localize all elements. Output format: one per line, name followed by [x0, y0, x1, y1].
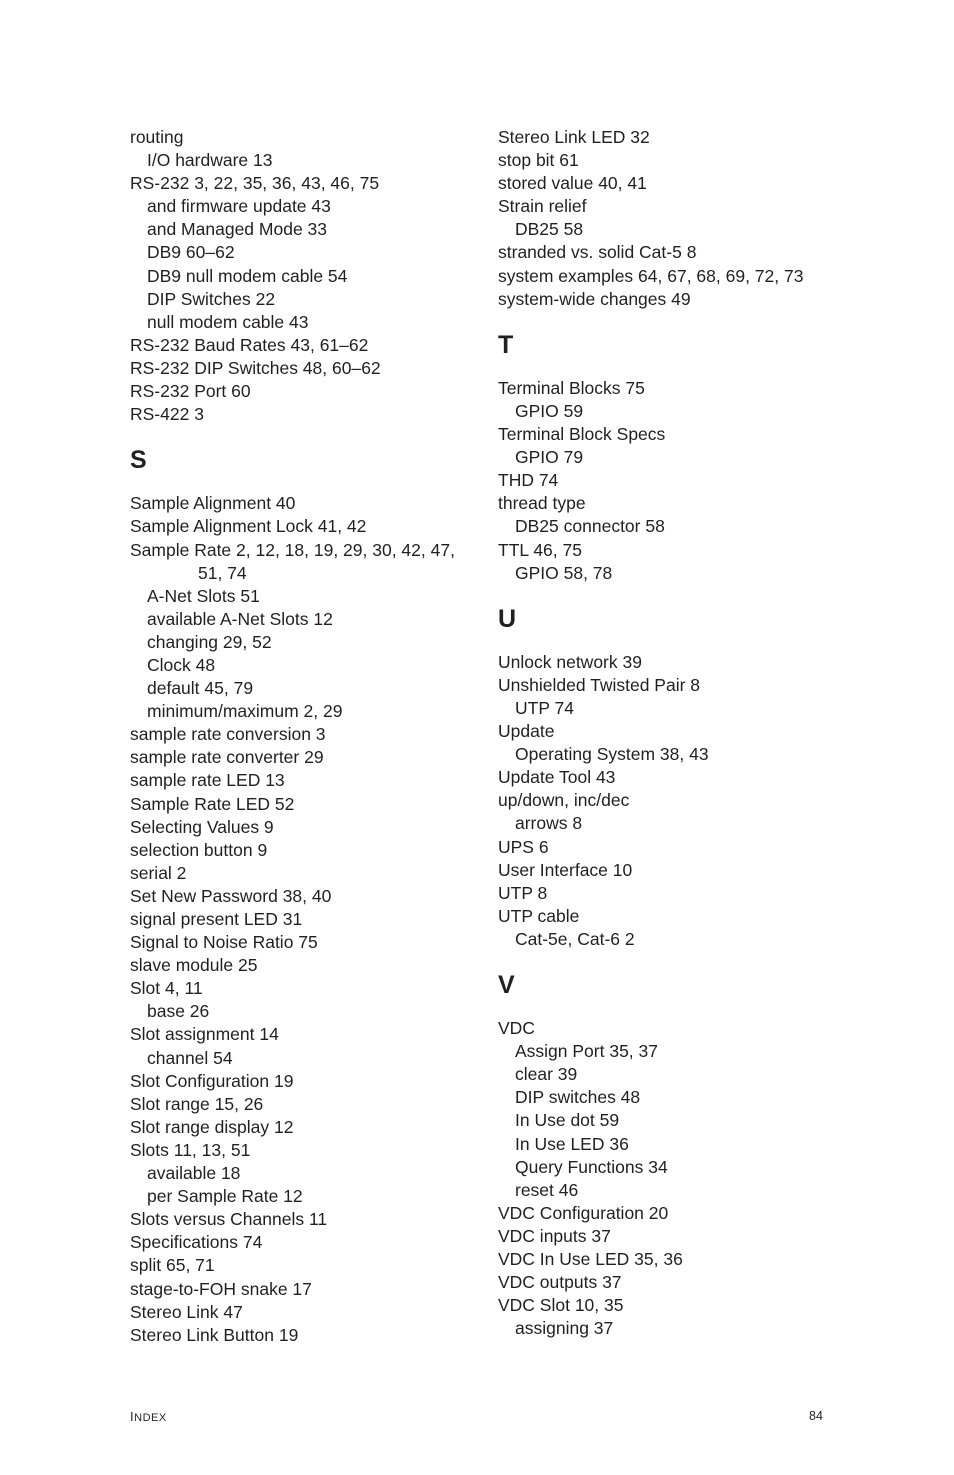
index-entry: Set New Password 38, 40: [130, 885, 332, 906]
index-entry: RS-232 Port 60: [130, 381, 251, 402]
index-subentry: changing 29, 52: [147, 631, 272, 652]
index-entry: Stereo Link 47: [130, 1301, 243, 1322]
index-entry: stranded vs. solid Cat-5 8: [498, 242, 697, 263]
index-entry: Sample Rate LED 52: [130, 793, 295, 814]
index-entry: Slot assignment 14: [130, 1024, 279, 1045]
index-entry: Sample Rate 2, 12, 18, 19, 29, 30, 42, 47,: [130, 539, 455, 560]
section-letter-u: U: [498, 604, 517, 633]
index-entry: Update Tool 43: [498, 767, 616, 788]
index-entry: User Interface 10: [498, 859, 633, 880]
index-subentry: DIP Switches 22: [147, 288, 276, 309]
index-entry: THD 74: [498, 470, 559, 491]
index-entry: VDC inputs 37: [498, 1225, 611, 1246]
index-entry: Stereo Link Button 19: [130, 1324, 299, 1345]
index-entry: Slot range 15, 26: [130, 1093, 264, 1114]
index-entry: Sample Alignment 40: [130, 493, 296, 514]
index-subentry: assigning 37: [515, 1318, 614, 1339]
index-entry: Unlock network 39: [498, 651, 642, 672]
index-subentry: available 18: [147, 1163, 241, 1184]
index-subentry: minimum/maximum 2, 29: [147, 701, 343, 722]
section-letter-v: V: [498, 971, 515, 999]
index-entry: RS-232 Baud Rates 43, 61–62: [130, 334, 369, 355]
index-subentry: I/O hardware 13: [147, 150, 273, 171]
index-subentry: DB9 60–62: [147, 242, 235, 263]
index-subentry: UTP 74: [515, 697, 575, 718]
index-subentry: clear 39: [515, 1064, 578, 1085]
index-entry: VDC: [498, 1018, 535, 1039]
index-subentry: Operating System 38, 43: [515, 744, 709, 765]
index-subentry: and Managed Mode 33: [147, 219, 327, 240]
index-entry: Selecting Values 9: [130, 816, 274, 837]
index-subentry: Query Functions 34: [515, 1156, 668, 1177]
footer-section-label: [130, 1409, 167, 1424]
index-entry: serial 2: [130, 862, 187, 883]
index-entry: UTP 8: [498, 882, 548, 903]
index-subentry: GPIO 59: [515, 400, 584, 421]
index-subentry: Assign Port 35, 37: [515, 1041, 658, 1062]
index-entry: Slot 4, 11: [130, 978, 203, 999]
footer-section-initial: I: [130, 1409, 135, 1424]
index-entry: up/down, inc/dec: [498, 790, 630, 811]
footer-page-number: 84: [809, 1409, 823, 1423]
index-entry: sample rate converter 29: [130, 747, 324, 768]
index-subentry: available A-Net Slots 12: [147, 608, 333, 629]
index-subentry: In Use LED 36: [515, 1133, 629, 1154]
index-entry: Sample Alignment Lock 41, 42: [130, 516, 367, 537]
index-subentry: DB25 connector 58: [515, 516, 665, 537]
index-entry: thread type: [498, 493, 586, 514]
index-entry: Terminal Blocks 75: [498, 377, 645, 398]
index-entry: Slots versus Channels 11: [130, 1209, 328, 1230]
index-entry: Strain relief: [498, 196, 587, 217]
index-subentry: A-Net Slots 51: [147, 585, 260, 606]
index-entry: VDC Slot 10, 35: [498, 1295, 624, 1316]
index-subentry: reset 46: [515, 1179, 579, 1200]
index-entry: Update: [498, 721, 555, 742]
index-subentry: channel 54: [147, 1047, 233, 1068]
index-entry: stage-to-FOH snake 17: [130, 1278, 312, 1299]
section-letter-t: T: [498, 330, 514, 359]
index-entry: selection button 9: [130, 839, 268, 860]
index-entry: split 65, 71: [130, 1255, 215, 1276]
index-subentry: arrows 8: [515, 813, 583, 834]
index-subentry: null modem cable 43: [147, 311, 309, 332]
index-entry: sample rate conversion 3: [130, 724, 326, 745]
index-entry: system examples 64, 67, 68, 69, 72, 73: [498, 265, 804, 286]
index-subentry: per Sample Rate 12: [147, 1186, 303, 1207]
index-entry: Slot range display 12: [130, 1116, 294, 1137]
index-entry: Slot Configuration 19: [130, 1070, 294, 1091]
index-entry: Signal to Noise Ratio 75: [130, 932, 318, 953]
section-letter-s: S: [130, 446, 147, 475]
index-subentry: GPIO 58, 78: [515, 562, 613, 583]
index-subentry: Cat-5e, Cat-6 2: [515, 928, 635, 949]
index-entry: stop bit 61: [498, 150, 579, 171]
index-subentry: In Use dot 59: [515, 1110, 620, 1131]
index-column-right: [498, 126, 898, 1340]
index-entry: TTL 46, 75: [498, 539, 582, 560]
footer-section-rest: NDEX: [134, 1412, 167, 1424]
index-entry: RS-232 3, 22, 35, 36, 43, 46, 75: [130, 173, 380, 194]
index-entry: Terminal Block Specs: [498, 424, 666, 445]
index-subentry: base 26: [147, 1001, 210, 1022]
index-entry: Stereo Link LED 32: [498, 127, 650, 147]
index-entry: VDC In Use LED 35, 36: [498, 1249, 683, 1270]
index-subentry: Clock 48: [147, 654, 216, 675]
index-subentry: DIP switches 48: [515, 1087, 641, 1108]
index-entry: UTP cable: [498, 905, 580, 926]
index-entry: Specifications 74: [130, 1232, 263, 1253]
index-entry: UPS 6: [498, 836, 549, 857]
index-subentry: default 45, 79: [147, 678, 254, 699]
index-entry: routing: [130, 127, 184, 147]
index-subentry: DB25 58: [515, 219, 584, 240]
index-entry-continuation: 51, 74: [198, 562, 247, 583]
index-entry: RS-422 3: [130, 404, 204, 425]
index-subentry: GPIO 79: [515, 447, 584, 468]
index-entry: stored value 40, 41: [498, 173, 647, 194]
index-subentry: DB9 null modem cable 54: [147, 265, 348, 286]
index-entry: VDC Configuration 20: [498, 1202, 669, 1223]
index-entry: sample rate LED 13: [130, 770, 285, 791]
index-column-left: [130, 126, 470, 1347]
index-subentry: and firmware update 43: [147, 196, 331, 217]
index-entry: Unshielded Twisted Pair 8: [498, 674, 701, 695]
index-entry: signal present LED 31: [130, 909, 303, 929]
index-entry: Slots 11, 13, 51: [130, 1139, 251, 1160]
index-entry: VDC outputs 37: [498, 1272, 622, 1293]
index-entry: slave module 25: [130, 955, 258, 976]
index-entry: RS-232 DIP Switches 48, 60–62: [130, 357, 381, 378]
index-entry: system-wide changes 49: [498, 288, 691, 309]
